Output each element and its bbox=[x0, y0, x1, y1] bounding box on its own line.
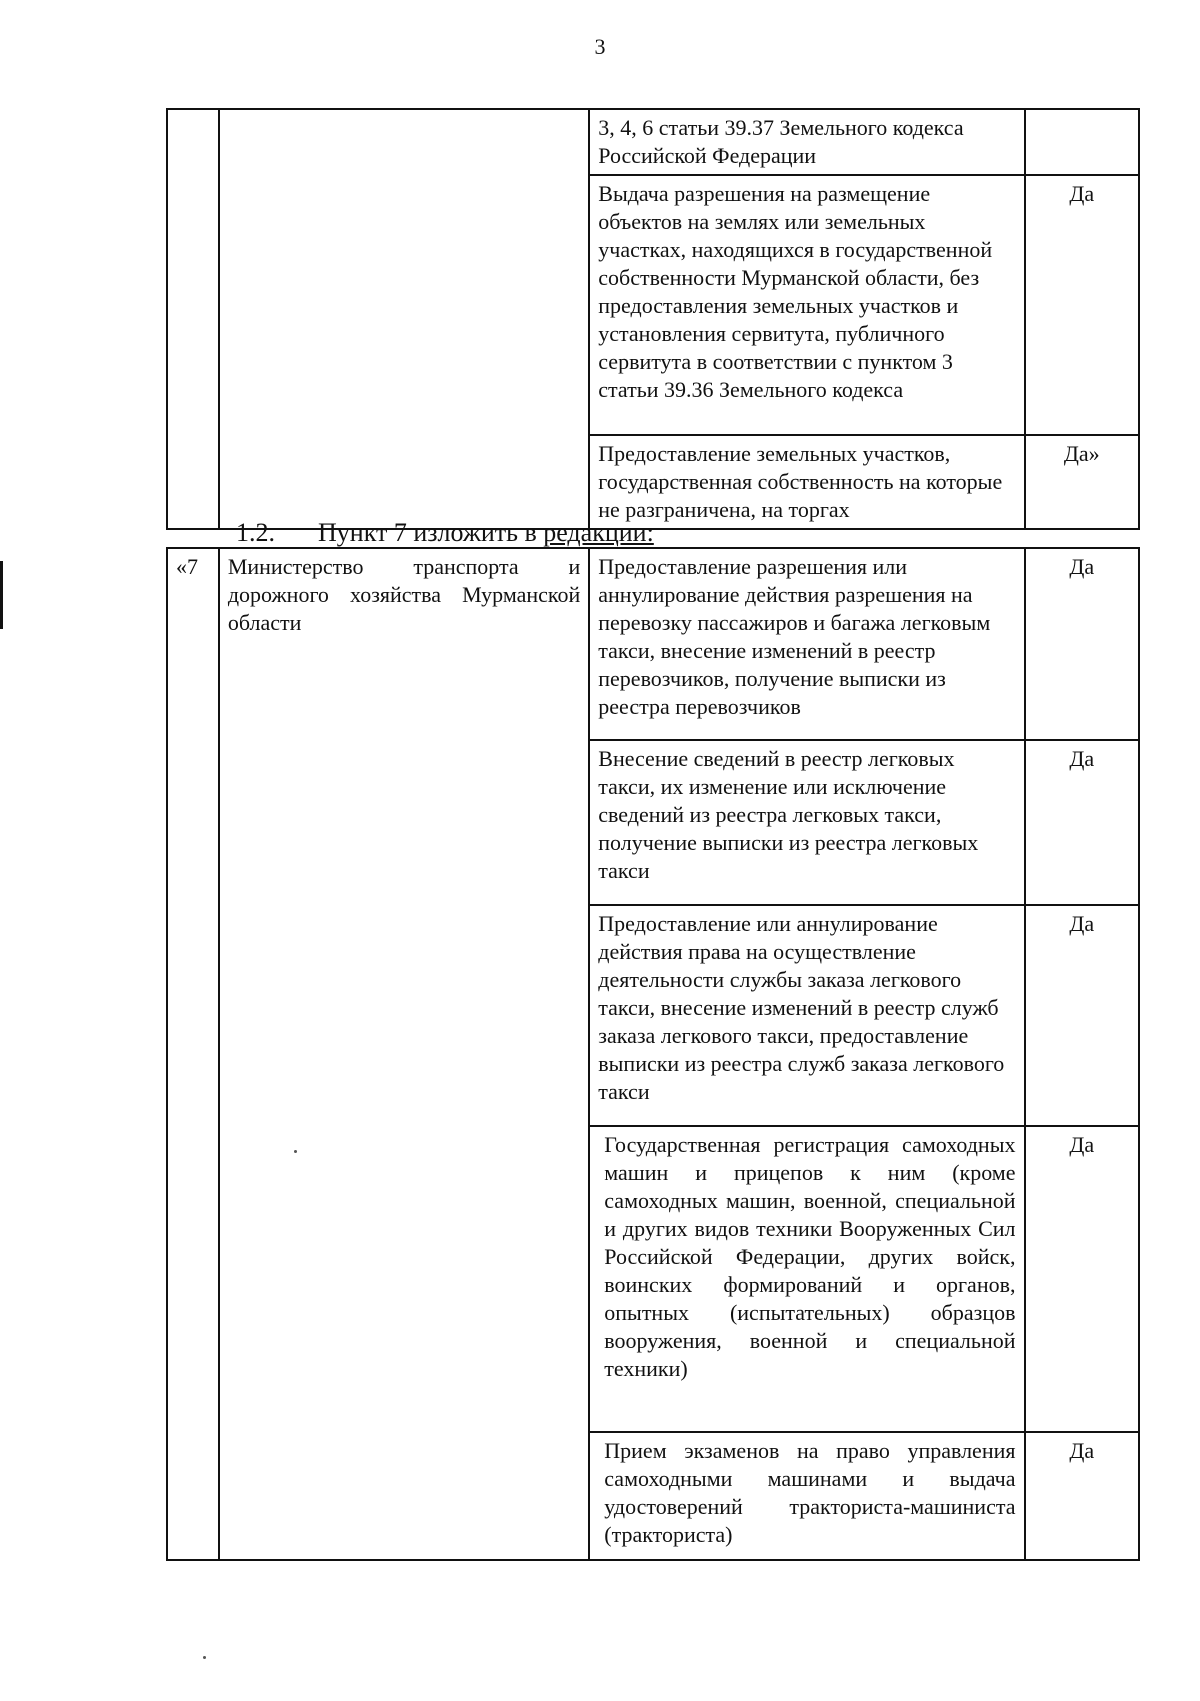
table-new-item bbox=[166, 547, 1140, 1561]
page-number: 3 bbox=[594, 34, 606, 59]
service-cell: Предоставление разрешения или аннулирование действия разрешения на перевозку пассажиров и багажа легковым такси, внесение изменений в реестр перевозчиков, получение выписки из реестра перевозчиков bbox=[589, 548, 1024, 740]
item-number-cell bbox=[167, 109, 219, 529]
table-continuation bbox=[166, 108, 1140, 530]
flag-cell bbox=[1025, 109, 1140, 175]
section-text-underlined: редакции: bbox=[543, 518, 654, 547]
margin-mark bbox=[0, 561, 3, 629]
organization-cell: Министерство транспорта и дорожного хозяйства Мурманской области bbox=[219, 548, 589, 1560]
table-row bbox=[167, 548, 1139, 740]
flag-cell: Да bbox=[1025, 740, 1140, 905]
item-number-cell: «7 bbox=[167, 548, 219, 1560]
scan-speck bbox=[203, 1656, 206, 1659]
flag-cell: Да bbox=[1025, 175, 1140, 435]
section-heading bbox=[236, 518, 654, 548]
table-row bbox=[167, 109, 1139, 175]
organization-cell bbox=[219, 109, 589, 529]
flag-cell: Да bbox=[1025, 905, 1140, 1126]
flag-cell: Да bbox=[1025, 548, 1140, 740]
service-cell: Выдача разрешения на размещение объектов на землях или земельных участках, находящихся в государственной собственности Мурманской области, без предоставления земельных участков и установления сервитута, публичного сервитута в соответствии с пунктом 3 статьи 39.36 Земельного кодекса bbox=[589, 175, 1024, 435]
service-cell: Предоставление земельных участков, государственная собственность на которые не разграничена, на торгах bbox=[589, 435, 1024, 529]
service-cell: Внесение сведений в реестр легковых такси, их изменение или исключение сведений из реестра легковых такси, получение выписки из реестра легковых такси bbox=[589, 740, 1024, 905]
service-cell: Прием экзаменов на право управления самоходными машинами и выдача удостоверений тракториста-машиниста (тракториста) bbox=[589, 1432, 1024, 1560]
flag-cell: Да bbox=[1025, 1432, 1140, 1560]
flag-cell: Да bbox=[1025, 1126, 1140, 1432]
service-cell: Предоставление или аннулирование действия права на осуществление деятельности службы заказа легкового такси, внесение изменений в реестр служб заказа легкового такси, предоставление выписки из реестра служб заказа легкового такси bbox=[589, 905, 1024, 1126]
service-cell: Государственная регистрация самоходных машин и прицепов к ним (кроме самоходных машин, военной, специальной и других видов техники Вооруженных Сил Российской Федерации, других войск, воинских формирований и органов, опытных (испытательных) образцов вооружения, военной и специальной техники) bbox=[589, 1126, 1024, 1432]
flag-cell: Да» bbox=[1025, 435, 1140, 529]
service-cell: 3, 4, 6 статьи 39.37 Земельного кодекса Российской Федерации bbox=[589, 109, 1024, 175]
section-number: 1.2. bbox=[236, 518, 275, 547]
scan-speck bbox=[294, 1150, 297, 1153]
section-text: Пункт 7 изложить в bbox=[318, 518, 544, 547]
